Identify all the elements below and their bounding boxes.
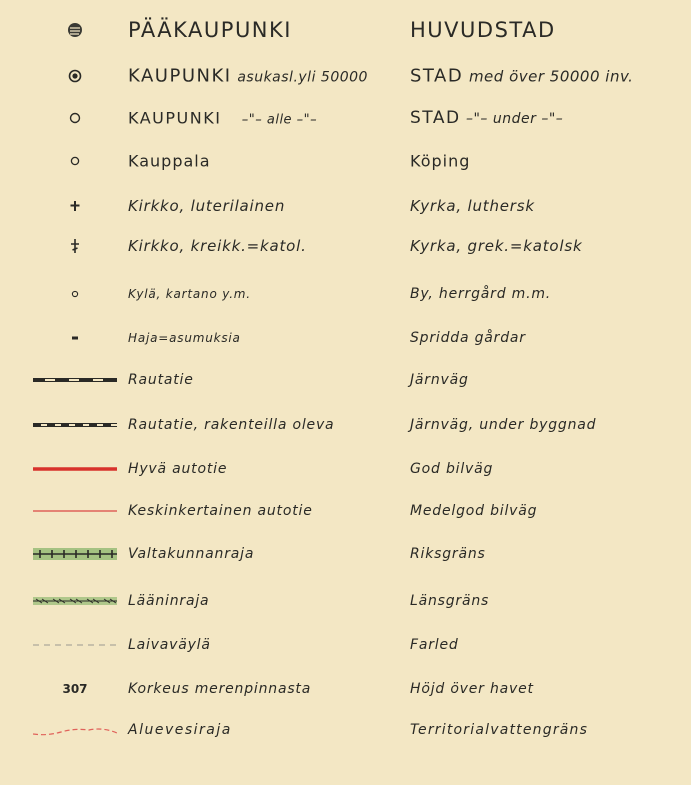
legend-fi-label-group <box>128 109 317 128</box>
legend-fi-label: Hyvä autotie <box>128 461 228 477</box>
legend-sv-label: Länsgräns <box>410 593 490 609</box>
national-border-line <box>30 534 120 574</box>
capital-icon <box>30 10 120 50</box>
legend-row-railway-construction <box>0 405 691 445</box>
legend-fi-label: PÄÄKAUPUNKI <box>128 18 292 42</box>
elevation-value: 307 <box>62 682 88 696</box>
legend-sv-label: God bilväg <box>410 461 494 477</box>
legend-sv-label-group <box>410 66 633 87</box>
legend-fi-label: Keskinkertainen autotie <box>128 503 313 519</box>
legend-sv-label: STAD <box>410 65 464 87</box>
legend-row-village <box>0 274 691 314</box>
legend-sv-label: Kyrka, luthersk <box>410 197 535 215</box>
legend-fi-label: Kirkko, kreikk.=katol. <box>128 237 307 255</box>
railway-under-construction-line <box>30 405 120 445</box>
legend-sv-label: Medelgod bilväg <box>410 503 538 519</box>
legend-sv-label: Köping <box>410 151 471 171</box>
legend-row-city-large <box>0 56 691 96</box>
legend-sv-label: Kyrka, grek.=katolsk <box>410 237 583 255</box>
legend-fi-sublabel: –"– alle –"– <box>241 112 318 128</box>
legend-fi-label: Kauppala <box>128 151 211 171</box>
provincial-border-line <box>30 581 120 621</box>
medium-road-line <box>30 491 120 531</box>
good-road-line <box>30 449 120 489</box>
legend-sv-label-group <box>410 108 563 128</box>
legend-fi-label-group <box>128 66 368 87</box>
market-town-icon <box>30 141 120 181</box>
legend-fi-sublabel: asukasl.yli 50000 <box>237 69 368 86</box>
city-icon <box>30 98 120 138</box>
legend-fi-label: Korkeus merenpinnasta <box>128 681 312 697</box>
legend-sv-sublabel: med över 50000 inv. <box>468 67 634 86</box>
legend-row-city <box>0 98 691 138</box>
legend-fi-label: Kirkko, luterilainen <box>128 197 286 215</box>
legend-sv-label: Höjd över havet <box>410 681 534 697</box>
legend-row-provincial-border <box>0 581 691 621</box>
legend-row-market-town <box>0 141 691 181</box>
legend-sv-label: Spridda gårdar <box>410 330 526 346</box>
scattered-farms-icon <box>30 318 120 358</box>
legend-fi-label: Aluevesiraja <box>128 722 232 738</box>
elevation-number <box>30 669 120 709</box>
legend-fi-label: Laivaväylä <box>128 637 211 653</box>
legend-row-railway <box>0 360 691 400</box>
village-icon <box>30 274 120 314</box>
legend-fi-label: KAUPUNKI <box>128 108 222 128</box>
legend-sv-label: By, herrgård m.m. <box>410 286 552 302</box>
lutheran-church-icon <box>30 186 120 226</box>
legend-row-territorial-water <box>0 710 691 750</box>
legend-fi-label: Kylä, kartano y.m. <box>128 287 251 301</box>
legend-fi-label: Rautatie <box>128 372 194 388</box>
legend-row-capital <box>0 10 691 50</box>
legend-sv-label: HUVUDSTAD <box>410 18 556 42</box>
fairway-line <box>30 625 120 665</box>
legend-sv-label: STAD <box>410 108 461 128</box>
legend-fi-label: Lääninraja <box>128 593 210 609</box>
legend-row-scattered-farms <box>0 318 691 358</box>
legend-row-orthodox-church <box>0 226 691 266</box>
legend-sv-label: Järnväg, under byggnad <box>410 417 597 433</box>
railway-line <box>30 360 120 400</box>
legend-row-national-border <box>0 534 691 574</box>
legend-sv-label: Territorialvattengräns <box>410 722 589 738</box>
legend-row-elevation <box>0 669 691 709</box>
legend-fi-label: Valtakunnanraja <box>128 546 255 562</box>
city-large-icon <box>30 56 120 96</box>
legend-fi-label: Rautatie, rakenteilla oleva <box>128 417 335 433</box>
legend-sv-sublabel: –"– under –"– <box>465 111 564 127</box>
legend-row-lutheran-church <box>0 186 691 226</box>
orthodox-church-icon <box>30 226 120 266</box>
legend-fi-label: KAUPUNKI <box>128 65 232 87</box>
territorial-water-line <box>30 710 120 750</box>
legend-sv-label: Järnväg <box>410 372 469 388</box>
legend-fi-label: Haja=asumuksia <box>128 331 241 345</box>
legend-sv-label: Riksgräns <box>410 546 486 562</box>
legend-row-medium-road <box>0 491 691 531</box>
legend-row-good-road <box>0 449 691 489</box>
legend-sv-label: Farled <box>410 637 459 653</box>
legend-row-fairway <box>0 625 691 665</box>
